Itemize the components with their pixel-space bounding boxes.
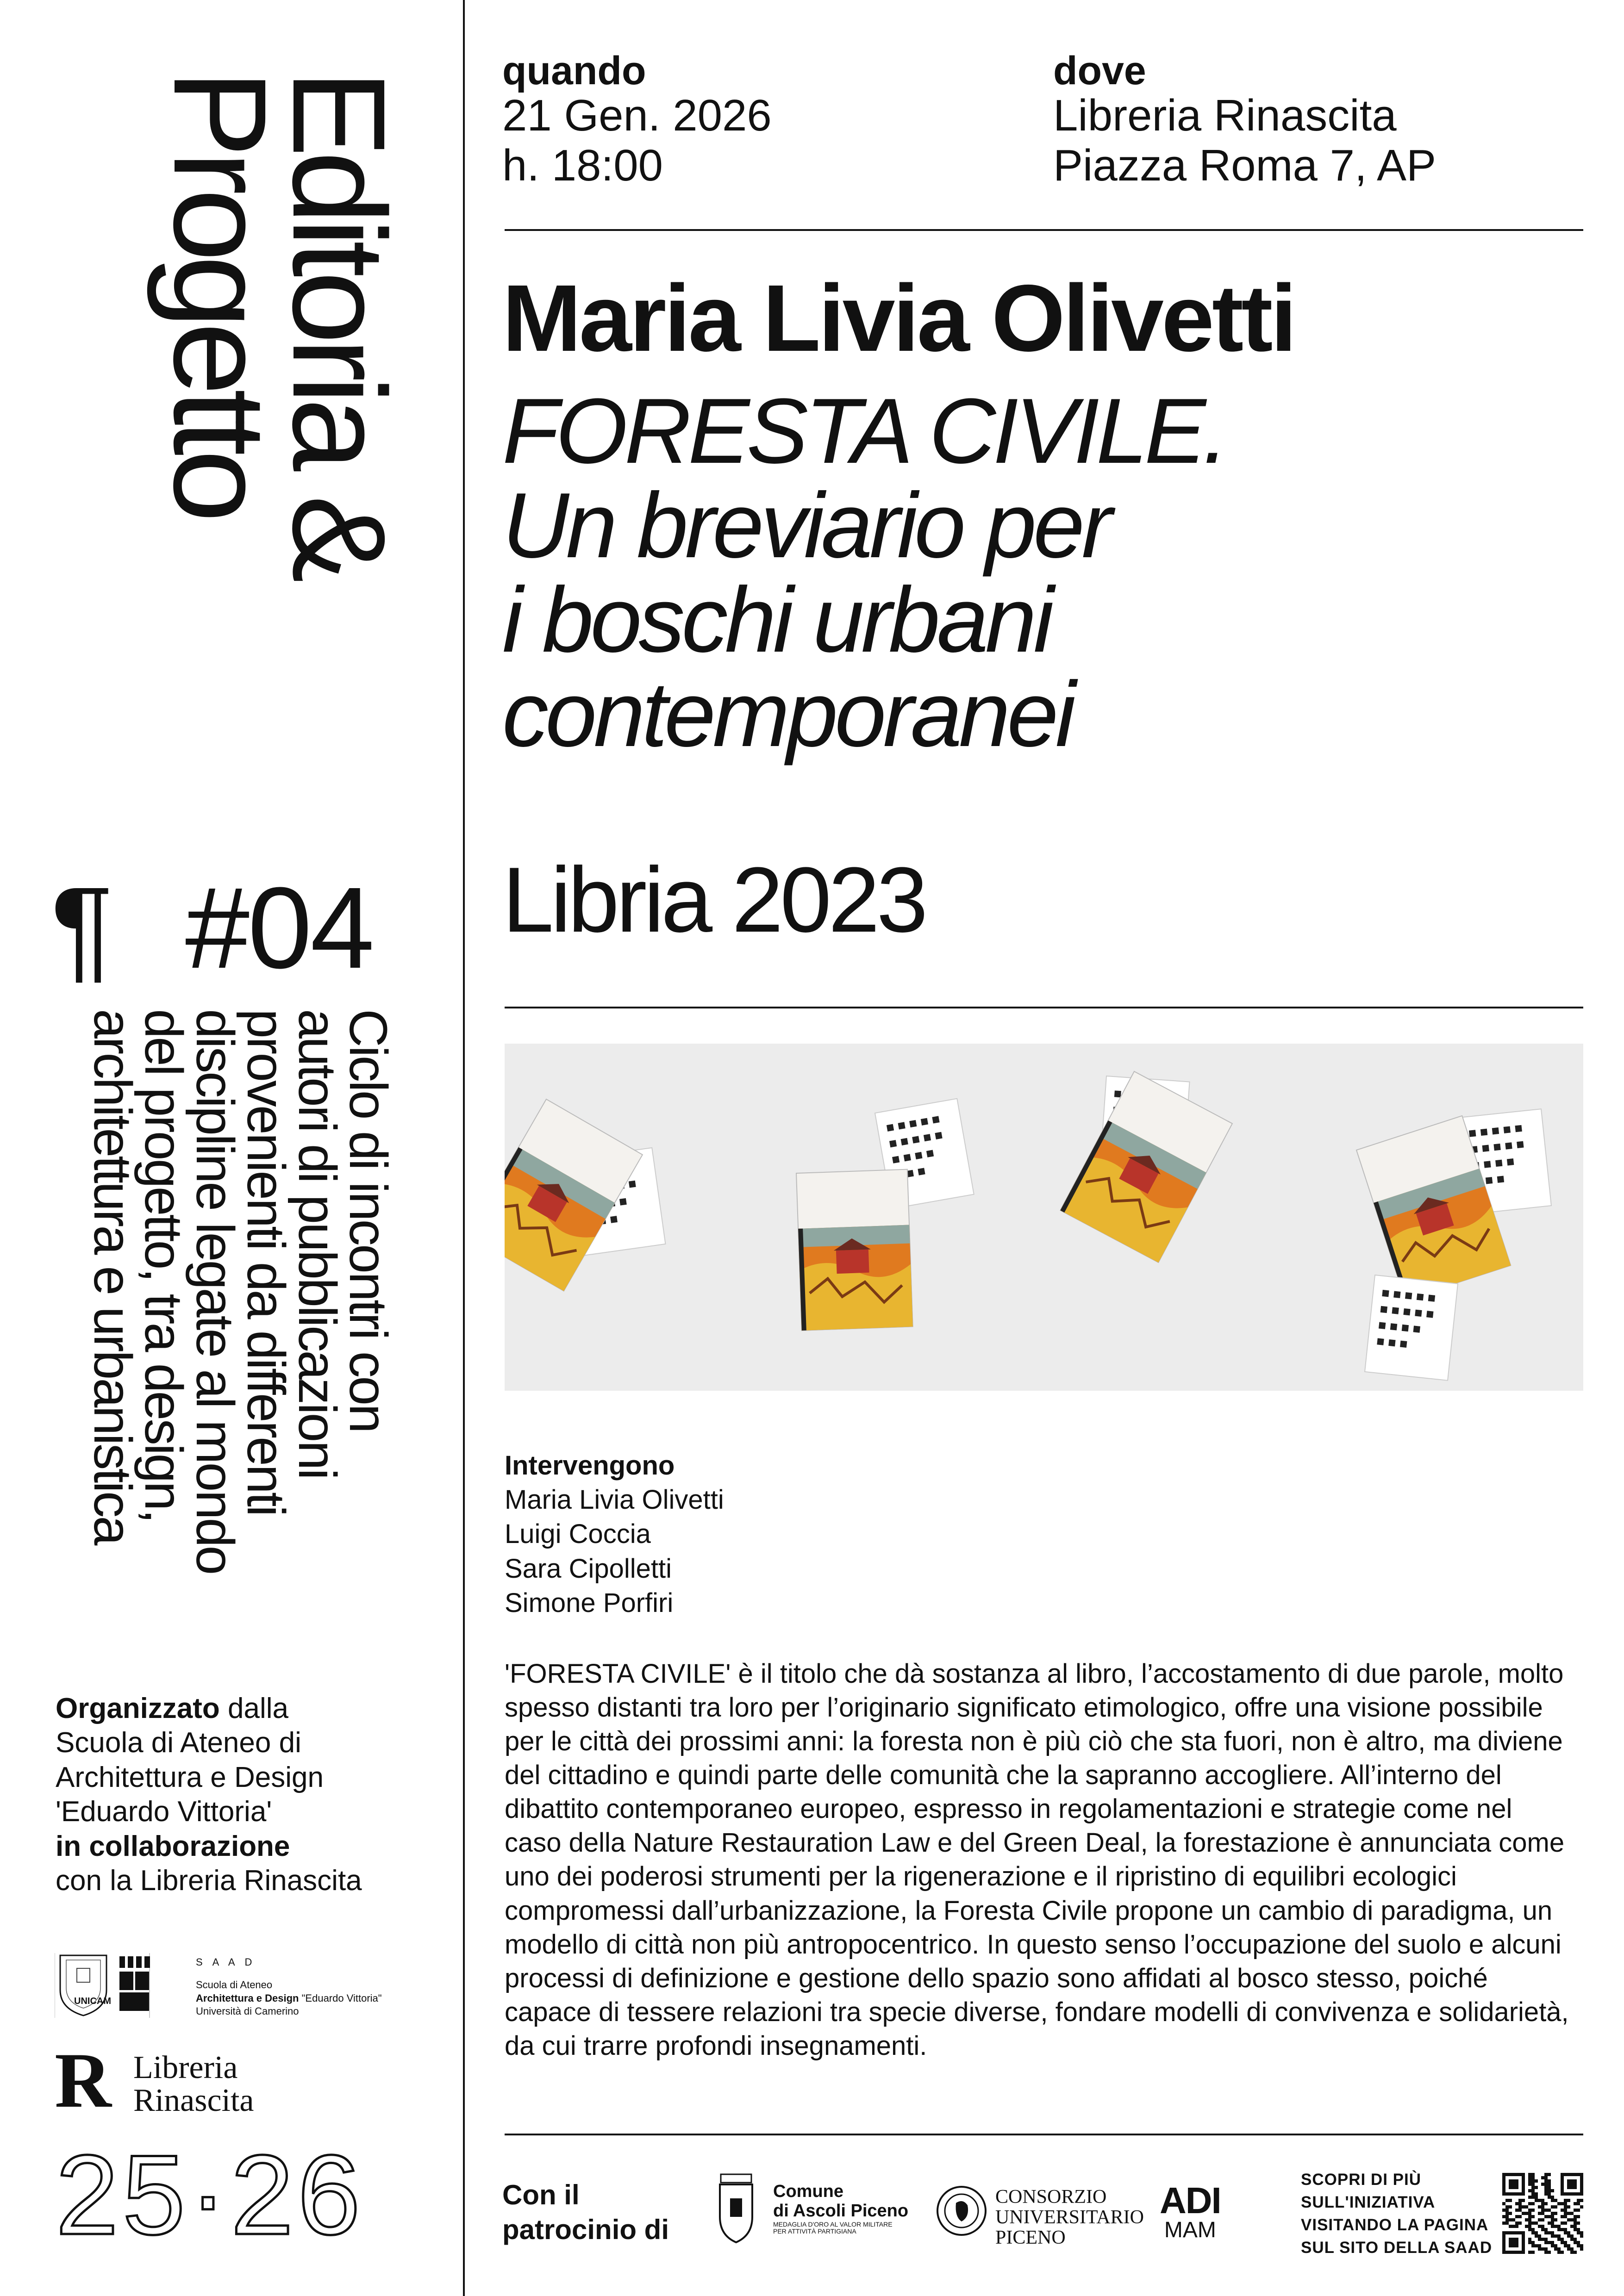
libreria-line: Libreria xyxy=(133,2050,238,2085)
adi-mam-logo xyxy=(1160,2182,1221,2241)
consorzio-line: PICENO xyxy=(995,2227,1066,2249)
series-title xyxy=(146,69,412,577)
series-description xyxy=(83,1009,398,1574)
speaker-name: Luigi Coccia xyxy=(505,1519,651,1549)
when-label: quando xyxy=(502,49,646,93)
consorzio-line: UNIVERSITARIO xyxy=(995,2207,1144,2228)
comune-line: Comune xyxy=(773,2182,843,2201)
organizer-line: 'Eduardo Vittoria' xyxy=(56,1796,272,1828)
organizer-bold: Organizzato xyxy=(56,1692,220,1724)
event-address: Piazza Roma 7, AP xyxy=(1053,140,1437,190)
book-title-line: Un breviario per xyxy=(502,474,1109,577)
desc-line: del progetto, tra design, xyxy=(134,1009,194,1522)
desc-line: architettura e urbanistica xyxy=(83,1009,143,1544)
saad-line: "Eduardo Vittoria" xyxy=(299,1992,382,2004)
saad-text xyxy=(196,1979,382,2018)
book-title xyxy=(502,380,1581,766)
libreria-line: Rinascita xyxy=(133,2083,254,2119)
column-divider xyxy=(463,0,465,2296)
book-covers-photo xyxy=(505,1044,1583,1391)
desc-line: discipline legate al mondo xyxy=(185,1009,244,1574)
unicam-label: UNICAM xyxy=(74,1996,111,2006)
season-number: 25·26 xyxy=(56,2131,364,2258)
comune-ascoli-logo xyxy=(773,2182,908,2235)
rule-top xyxy=(505,229,1583,231)
organizer-line: Architettura e Design xyxy=(56,1761,324,1793)
more-info-text xyxy=(1301,2168,1492,2259)
collaboration-bold: in collaborazione xyxy=(56,1830,290,1862)
patronage-line: patrocinio di xyxy=(502,2214,669,2245)
speakers-block xyxy=(505,1449,724,1620)
more-info-line: VISITANDO LA PAGINA xyxy=(1301,2216,1489,2234)
organizer-line: Scuola di Ateneo di xyxy=(56,1727,301,1759)
libreria-wordmark xyxy=(133,2051,254,2117)
comune-line: MEDAGLIA D'ORO AL VALOR MILITARE xyxy=(773,2220,893,2228)
rule-mid xyxy=(505,1007,1583,1008)
organizer-text: dalla xyxy=(219,1692,289,1724)
series-number: #04 xyxy=(185,863,373,992)
consorzio-emblem-icon xyxy=(935,2184,988,2238)
saad-line-bold: Architettura e Design xyxy=(196,1992,299,2004)
comune-line: PER ATTIVITÀ PARTIGIANA xyxy=(773,2227,856,2235)
libreria-rinascita-logo xyxy=(55,2037,332,2124)
event-venue: Libreria Rinascita xyxy=(1053,91,1397,140)
book-publisher: Libria 2023 xyxy=(502,848,925,952)
more-info-line: SULL'INIZIATIVA xyxy=(1301,2193,1436,2211)
where-block xyxy=(1053,51,1436,190)
pilcrow-mark: ¶ xyxy=(51,863,113,992)
patronage-label xyxy=(502,2178,669,2247)
series-title-line1: Editoria & xyxy=(265,69,412,577)
rule-bottom xyxy=(505,2134,1583,2135)
saad-letters: S A A D xyxy=(196,1956,256,1968)
saad-line: Scuola di Ateneo xyxy=(196,1979,273,1991)
book-title-line: FORESTA CIVILE. xyxy=(502,380,1225,483)
desc-line: autori di pubblicazioni xyxy=(287,1009,347,1478)
book-author: Maria Livia Olivetti xyxy=(502,265,1295,371)
series-title-line2: Progetto xyxy=(146,69,294,516)
event-time: h. 18:00 xyxy=(502,140,663,190)
book-title-line: i boschi urbani xyxy=(502,568,1051,672)
organizer-line: con la Libreria Rinascita xyxy=(56,1864,362,1897)
speaker-name: Simone Porfiri xyxy=(505,1587,674,1618)
institution-logos xyxy=(55,1951,462,2020)
consorzio-logo xyxy=(995,2187,1144,2248)
consorzio-line: CONSORZIO xyxy=(995,2186,1107,2208)
comune-line: di Ascoli Piceno xyxy=(773,2201,909,2221)
event-date: 21 Gen. 2026 xyxy=(502,91,772,140)
saad-line: Università di Camerino xyxy=(196,2005,299,2017)
adi-line: MAM xyxy=(1164,2218,1216,2242)
desc-line: provenienti da differenti xyxy=(236,1009,296,1515)
when-block xyxy=(502,51,772,190)
scattered-books-image xyxy=(505,1044,1583,1391)
r-monogram-icon: R xyxy=(55,2037,112,2124)
desc-line: Ciclo di incontri con xyxy=(338,1009,398,1432)
more-info-line: SCOPRI DI PIÙ xyxy=(1301,2171,1421,2189)
speakers-heading: Intervengono xyxy=(505,1450,675,1481)
speaker-name: Sara Cipolletti xyxy=(505,1553,672,1584)
book-title-line: contemporanei xyxy=(502,663,1073,766)
adi-line: ADI xyxy=(1160,2180,1221,2221)
book-description: 'FORESTA CIVILE' è il titolo che dà sostanza al libro, l’accostamento di due parole, molto spesso distanti tra loro per l’originario significato etimologico, offre una visione possibile per le città dei prossimi anni: la foresta non è più ciò che sta fuori, non è altro, ma diviene del cittadino e quindi parte delle comunità che la sapranno accogliere. All’interno del dibattito contemporaneo europeo, espresso in regolamentazioni e strategie come nel caso della Nature Restauration Law e del Green Deal, la forestazione è annunciata come uno dei poderosi strumenti per la rigenerazione e il ripristino di equilibri ecologici compromessi dall’urbanizzazione, la Foresta Civile propone un cambio di paradigma, un modello di città non più antropocentrico. In questo senso l’occupazione del suolo e alcuni processi di definizione e gestione dello spazio sono affidati al bosco stesso, poiché capace di tessere relazioni tra specie diverse, fondare modelli di convivenza e solidarietà, da cui trarre profondi insegnamenti. xyxy=(505,1659,1569,2061)
comune-crest-icon xyxy=(715,2166,757,2249)
organizer-block xyxy=(56,1692,454,1898)
patronage-line: Con il xyxy=(502,2179,580,2210)
speaker-name: Maria Livia Olivetti xyxy=(505,1485,724,1515)
qr-code-icon[interactable] xyxy=(1502,2173,1583,2254)
where-label: dove xyxy=(1053,49,1146,93)
more-info-line: SUL SITO DELLA SAAD xyxy=(1301,2239,1493,2257)
